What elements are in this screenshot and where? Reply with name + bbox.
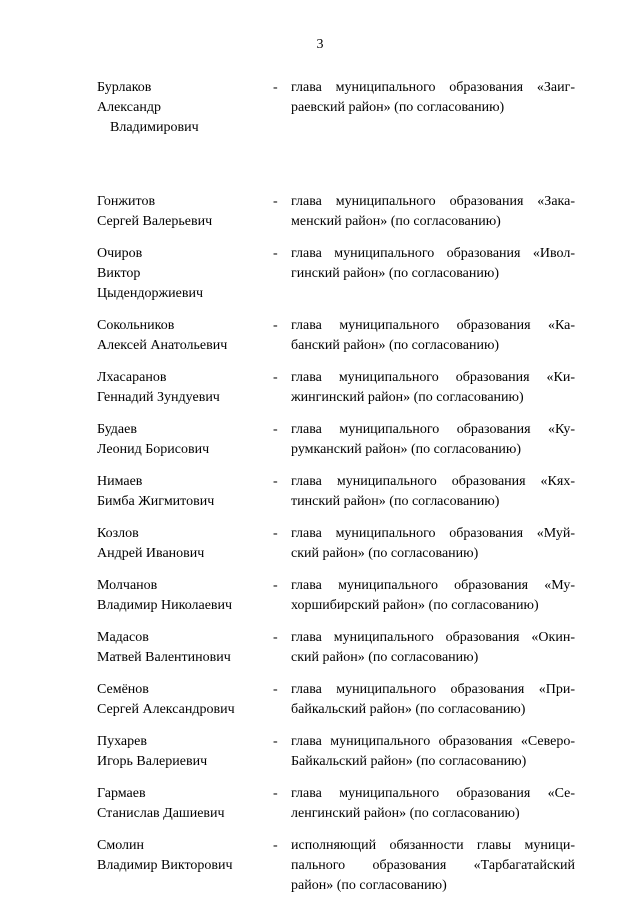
separator-dash: - — [273, 734, 278, 749]
member-position: глава муниципального образования «Ка- банский район» (по согласованию) — [291, 318, 575, 353]
separator-dash: - — [273, 630, 278, 645]
separator-dash: - — [273, 80, 278, 95]
member-position: глава муниципального образования «Муй- ский район» (по согласованию) — [291, 526, 575, 561]
member-position: глава муниципального образования «Зака- менский район» (по согласованию) — [291, 194, 575, 229]
member-name: Бурлаков Александр Владимирович — [97, 80, 199, 135]
list-item — [97, 192, 577, 232]
separator-dash: - — [273, 194, 278, 209]
member-name: Нимаев Бимба Жигмитович — [97, 474, 215, 509]
member-position: глава муниципального образования «При- байкальский район» (по согласованию) — [291, 682, 575, 717]
separator-dash: - — [273, 578, 278, 593]
member-name: Будаев Леонид Борисович — [97, 422, 210, 457]
page-number: 3 — [316, 37, 324, 52]
member-name: Лхасаранов Геннадий Зундуевич — [97, 370, 220, 405]
separator-dash: - — [273, 246, 278, 261]
member-position: глава муниципального образования «Ивол- гинский район» (по согласованию) — [291, 246, 575, 281]
member-position: глава муниципального образования «Му- хоршибирский район» (по согласованию) — [291, 578, 575, 613]
member-position: исполняющий обязанности главы муници- пального образования «Тарбагатайский район» (по согласованию) — [291, 838, 575, 893]
list-item — [97, 628, 577, 668]
list-item — [97, 472, 577, 512]
member-position: глава муниципального образования «Окин- ский район» (по согласованию) — [291, 630, 575, 665]
member-position: глава муниципального образования «Ку- румканский район» (по согласованию) — [291, 422, 575, 457]
separator-dash: - — [273, 474, 278, 489]
member-position: глава муниципального образования «Заиг- раевский район» (по согласованию) — [291, 80, 575, 115]
separator-dash: - — [273, 422, 278, 437]
member-name: Смолин Владимир Викторович — [97, 838, 233, 873]
member-name: Сокольников Алексей Анатольевич — [97, 318, 228, 353]
list-item — [97, 732, 577, 772]
member-name: Козлов Андрей Иванович — [97, 526, 205, 561]
member-name: Очиров Виктор Цыдендоржиевич — [97, 246, 203, 301]
separator-dash: - — [273, 682, 278, 697]
separator-dash: - — [273, 838, 278, 853]
member-name: Мадасов Матвей Валентинович — [97, 630, 231, 665]
list-item — [97, 244, 577, 304]
list-item — [97, 836, 577, 896]
separator-dash: - — [273, 526, 278, 541]
list-item — [97, 316, 577, 356]
separator-dash: - — [273, 786, 278, 801]
member-name: Пухарев Игорь Валериевич — [97, 734, 208, 769]
list-item — [97, 524, 577, 564]
member-position: глава муниципального образования «Кях- тинский район» (по согласованию) — [291, 474, 575, 509]
list-item — [97, 576, 577, 616]
member-position: глава муниципального образования «Северо- Байкальский район» (по согласованию) — [291, 734, 575, 769]
list-item — [97, 368, 577, 408]
list-item — [97, 420, 577, 460]
member-name: Семёнов Сергей Александрович — [97, 682, 235, 717]
list-item — [97, 680, 577, 720]
separator-dash: - — [273, 318, 278, 333]
member-position: глава муниципального образования «Се- ленгинский район» (по согласованию) — [291, 786, 575, 821]
separator-dash: - — [273, 370, 278, 385]
member-name: Гонжитов Сергей Валерьевич — [97, 194, 213, 229]
member-list — [97, 78, 577, 896]
member-position: глава муниципального образования «Ки- жингинский район» (по согласованию) — [291, 370, 575, 405]
member-name: Гармаев Станислав Дашиевич — [97, 786, 225, 821]
member-name: Молчанов Владимир Николаевич — [97, 578, 233, 613]
list-item — [97, 784, 577, 824]
list-item — [97, 78, 577, 178]
